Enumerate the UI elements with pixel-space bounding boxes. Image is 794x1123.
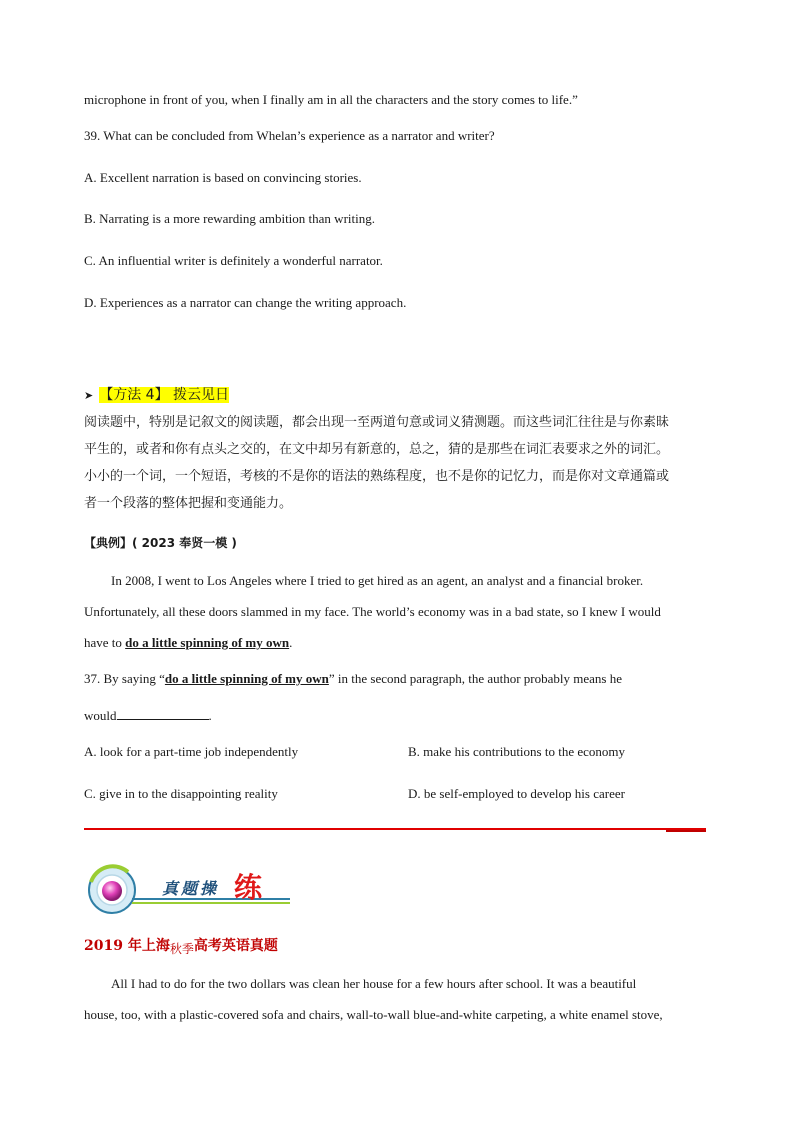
method-paragraph: 阅读题中，特别是记叙文的阅读题，都会出现一至两道句意或词义猜测题。而这些词汇往往是与你素昧 平生的，或者和你有点头之交的，在文中却另有新意的，总之，猜的是那些在词汇表要求之外的词汇。 小小的一个词，一个短语，考核的不是你的语法的熟练程度，也不是你的记忆力，而是你对文章通篇或 者一个段落的整体把握和变通能力。 [84,415,670,511]
option-b: B. Narrating is a more rewarding ambition than writing. [84,211,375,226]
option-37-d: D. be self-employed to develop his career [408,786,625,801]
exam-paragraph-line-1: All I had to do for the two dollars was clean her house for a few hours after school. It was a beautiful [111,976,637,991]
question-37-blank-line: would . [84,708,212,723]
option-37-a: A. look for a part-time job independently [84,744,299,759]
target-phrase: do a little spinning of my own [125,635,290,650]
passage-end: microphone in front of you, when I finally am in all the characters and the story comes to life.” [84,92,578,107]
arrow-bullet-icon: ➤ [84,389,94,402]
question-phrase: do a little spinning of my own [164,671,329,686]
answer-blank[interactable] [117,708,209,720]
option-a: A. Excellent narration is based on convincing stories. [84,170,362,185]
option-c: C. An influential writer is definitely a wonderful narrator. [84,253,383,268]
option-37-b: B. make his contributions to the economy [408,744,625,759]
example-label: 【典例】( 2023 奉贤一模 ) [84,536,237,550]
example-paragraph-line-1: In 2008, I went to Los Angeles where I tried to get hired as an agent, an analyst and a financial broker. [111,573,644,588]
practice-banner-title: 真题操 [162,879,220,898]
exam-paragraph-line-2: house, too, with a plastic-covered sofa and chairs, wall-to-wall blue-and-white carpeting, a white enamel stove, [84,1007,663,1022]
question-37: 37. By saying “do a little spinning of my own” in the second paragraph, the author probably means he [84,671,622,686]
example-paragraph-line-2: Unfortunately, all these doors slammed in my face. The world’s economy was in a bad state, so I knew I would [84,604,661,619]
method-heading [84,384,229,404]
section-divider-accent [666,830,706,832]
question-39: 39. What can be concluded from Whelan’s experience as a narrator and writer? [84,128,495,143]
method-label: 【方法 4】 拨云见日 [99,387,230,403]
practice-banner-big-char: 练 [234,871,263,904]
option-d: D. Experiences as a narrator can change the writing approach. [84,295,407,310]
section-divider [84,828,706,830]
exam-title: 2019 年上海秋季高考英语真题 [84,938,278,956]
option-37-c: C. give in to the disappointing reality [84,786,278,801]
practice-banner [84,862,294,914]
example-paragraph-line-3: have to do a little spinning of my own. [84,635,293,650]
